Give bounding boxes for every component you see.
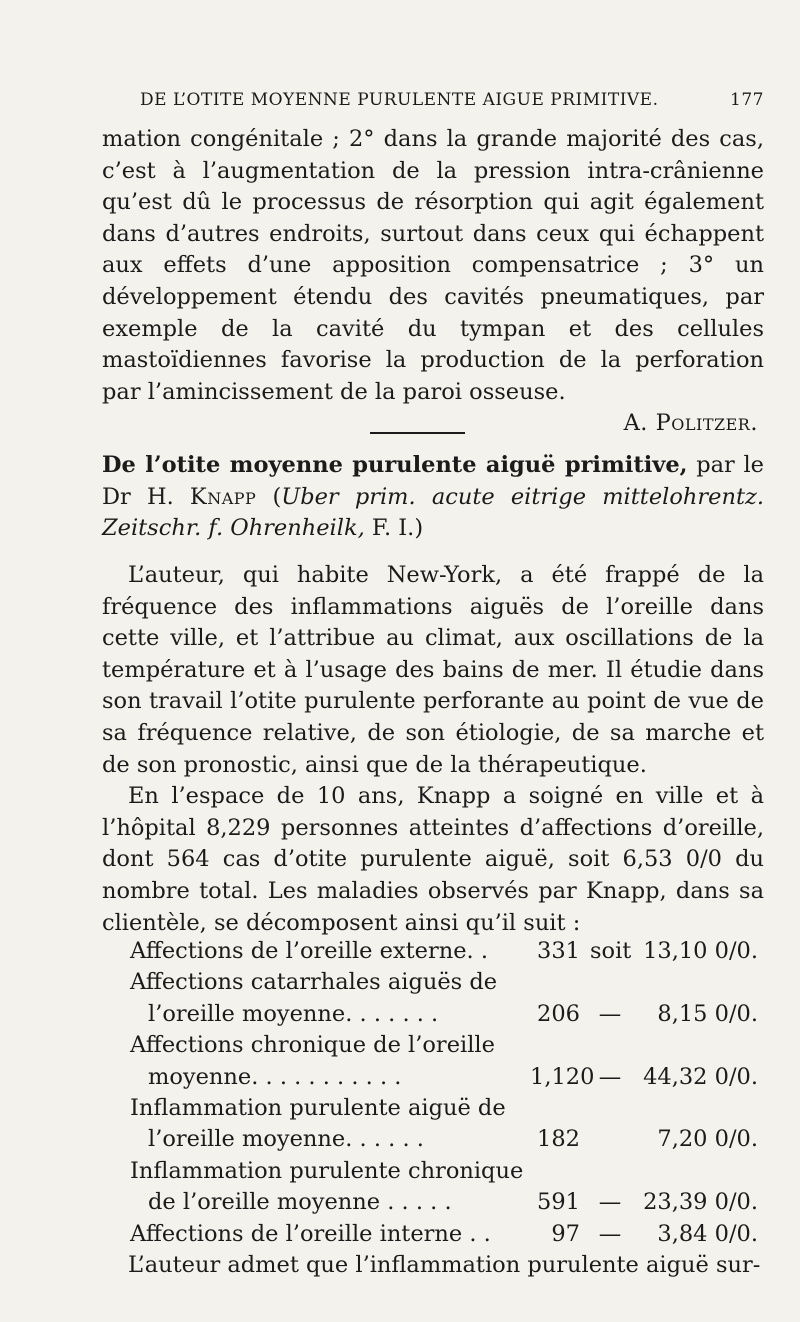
article-by: par le Dr H. bbox=[102, 452, 764, 510]
row-label-continued: l’oreille moyenne. . . . . . bbox=[148, 1126, 424, 1153]
ref-close: F. I.) bbox=[364, 515, 424, 542]
row-label-continued: de l’oreille moyenne . . . . . bbox=[148, 1189, 452, 1216]
row-separator: — bbox=[598, 1220, 622, 1247]
table-row-continued bbox=[102, 1124, 764, 1155]
percentage: 3,84 0/0. bbox=[657, 1220, 758, 1247]
running-title: DE L’OTITE MOYENNE PURULENTE AIGUE PRIMITIVE. bbox=[140, 90, 659, 110]
case-count: 1,120 bbox=[530, 1063, 595, 1090]
article-title: De l’otite moyenne purulente aiguë primitive, bbox=[102, 452, 688, 478]
percentage: 13,10 0/0. bbox=[643, 938, 758, 964]
article-heading bbox=[102, 450, 764, 545]
page-number: 177 bbox=[730, 90, 764, 110]
signature: A. Politzer. bbox=[623, 410, 758, 437]
case-count: 97 bbox=[551, 1220, 580, 1247]
article-body-continued bbox=[102, 1250, 764, 1282]
table-row-continued bbox=[102, 1062, 764, 1093]
row-label: Affections de l’oreille externe. . bbox=[130, 938, 489, 964]
table-row-continued bbox=[102, 999, 764, 1030]
previous-article-text: mation congénitale ; 2° dans la grande majorité des cas, c’est à l’augmentation de la pression intra-crânienne qu’est dû le processus de résorption qui agit également dans d’autres endroits, surtout dans ceux qui échappent aux effets d’une apposition compensatrice ; 3° un développement étendu des cavités pneumatiques, par exemple de la cavité du tympan et des cellules mastoïdiennes favorise la production de la perforation par l’amincissement de la paroi osseuse. bbox=[102, 126, 764, 405]
row-separator: soit bbox=[590, 938, 632, 964]
percentage: 23,39 0/0. bbox=[643, 1189, 758, 1216]
last-line: L’auteur admet que l’inflammation purulente aiguë sur- bbox=[128, 1252, 761, 1278]
table-row bbox=[102, 1219, 764, 1250]
table-row bbox=[102, 1156, 764, 1187]
section-divider bbox=[370, 432, 465, 434]
row-label: Affections de l’oreille interne . . bbox=[130, 1220, 491, 1247]
source-journal: Uber prim. acute eitrige mittelohrentz. Zeitschr. f. Ohrenheilk, bbox=[102, 483, 765, 542]
article-author: Knapp bbox=[189, 483, 257, 510]
article-body bbox=[102, 560, 764, 939]
article-reference bbox=[102, 450, 764, 545]
row-label-continued: moyenne. . . . . . . . . . . bbox=[148, 1063, 402, 1090]
case-count: 591 bbox=[537, 1189, 580, 1216]
case-count: 206 bbox=[537, 1000, 580, 1027]
row-label: Affections chronique de l’oreille bbox=[130, 1032, 495, 1059]
row-label: Affections catarrhales aiguës de bbox=[130, 969, 498, 996]
row-label-continued: l’oreille moyenne. . . . . . . bbox=[148, 1000, 439, 1027]
percentage: 8,15 0/0. bbox=[657, 1000, 758, 1027]
row-label: Inflammation purulente aiguë de bbox=[130, 1094, 506, 1121]
percentage: 7,20 0/0. bbox=[657, 1126, 758, 1153]
table-row bbox=[102, 1093, 764, 1124]
table-row-continued bbox=[102, 1187, 764, 1218]
paragraph-1: L’auteur, qui habite New-York, a été frappé de la fréquence des inflammations aiguës de l’oreille dans cette ville, et l’attribue au climat, aux oscillations de la température et à l’usage des bains de mer. Il étudie dans son travail l’otite purulente perforante au point de vue de sa fréquence relative, de son étiologie, de sa marche et de son pronostic, ainsi que de la thérapeutique. bbox=[102, 562, 764, 778]
row-separator: — bbox=[598, 1000, 622, 1027]
running-header bbox=[140, 90, 770, 110]
statistics-table bbox=[102, 936, 764, 1250]
percentage: 44,32 0/0. bbox=[643, 1063, 758, 1090]
table-row bbox=[102, 967, 764, 998]
table-row bbox=[102, 1030, 764, 1061]
row-separator: — bbox=[598, 1189, 622, 1216]
table-row bbox=[102, 936, 764, 967]
previous-article-end bbox=[102, 124, 764, 440]
paragraph-2: En l’espace de 10 ans, Knapp a soigné en ville et à l’hôpital 8,229 personnes atteintes d’affections d’oreille, dont 564 cas d’otite purulente aiguë, soit 6,53 0/0 du nombre total. Les maladies observés par Knapp, dans sa clientèle, se décomposent ainsi qu’il suit : bbox=[102, 783, 764, 936]
ref-open: ( bbox=[256, 483, 282, 510]
row-label: Inflammation purulente chronique bbox=[130, 1157, 524, 1184]
case-count: 331 bbox=[537, 938, 580, 964]
case-count: 182 bbox=[537, 1126, 580, 1153]
row-separator: — bbox=[598, 1063, 622, 1090]
